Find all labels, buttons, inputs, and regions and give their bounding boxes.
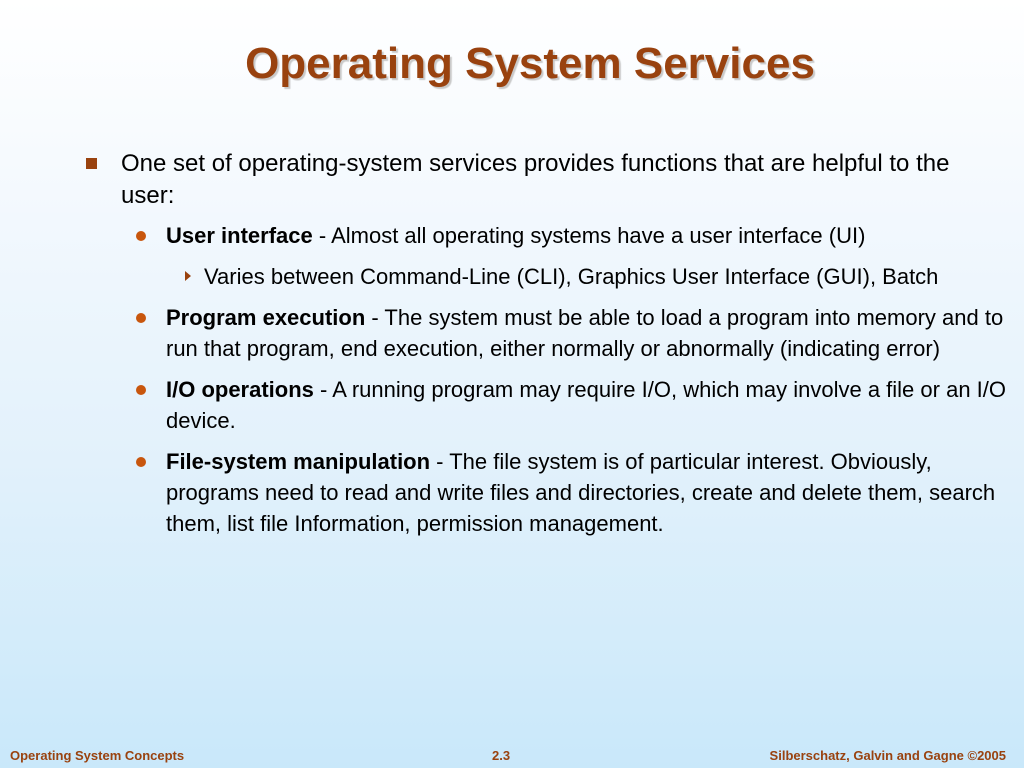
- bullet-io-operations: [166, 374, 1006, 436]
- term-label: File-system manipulation: [166, 449, 431, 474]
- dot-bullet-icon: [136, 457, 146, 467]
- term-description: - The system must be able to load a program into memory and to run that program, end execution, either normally or abnormally (indicating error): [166, 305, 1004, 361]
- intro-text: One set of operating-system services provides functions that are helpful to the user:: [121, 150, 950, 209]
- footer-authors: Silberschatz, Galvin and Gagne ©2005: [769, 748, 1006, 763]
- term-description: - The file system is of particular interest. Obviously, programs need to read and write files and directories, create and delete them, search them, list file Information, permission management.: [166, 449, 996, 536]
- footer-page-number: 2.3: [492, 748, 511, 763]
- square-bullet-icon: [86, 158, 97, 169]
- bullet-intro: [86, 148, 1006, 212]
- bullet-program-execution: [166, 302, 1006, 364]
- sub-bullet-ui-types: [204, 261, 1006, 292]
- dot-bullet-icon: [136, 231, 146, 241]
- sub-bullet-text: Varies between Command-Line (CLI), Graphics User Interface (GUI), Batch: [204, 264, 939, 289]
- term-description: - Almost all operating systems have a user interface (UI): [312, 223, 866, 248]
- term-label: I/O operations: [166, 377, 314, 402]
- slide-title: Operating System Services: [245, 39, 815, 88]
- arrow-bullet-icon: [185, 271, 191, 281]
- term-label: Program execution: [166, 305, 366, 330]
- dot-bullet-icon: [136, 313, 146, 323]
- bullet-user-interface: [166, 220, 1006, 251]
- slide-content: [86, 148, 1006, 549]
- term-label: User interface: [166, 223, 313, 248]
- footer-book-title: Operating System Concepts: [10, 748, 185, 763]
- term-description: - A running program may require I/O, which may involve a file or an I/O device.: [166, 377, 1006, 433]
- dot-bullet-icon: [136, 385, 146, 395]
- bullet-file-system-manipulation: [166, 446, 1006, 539]
